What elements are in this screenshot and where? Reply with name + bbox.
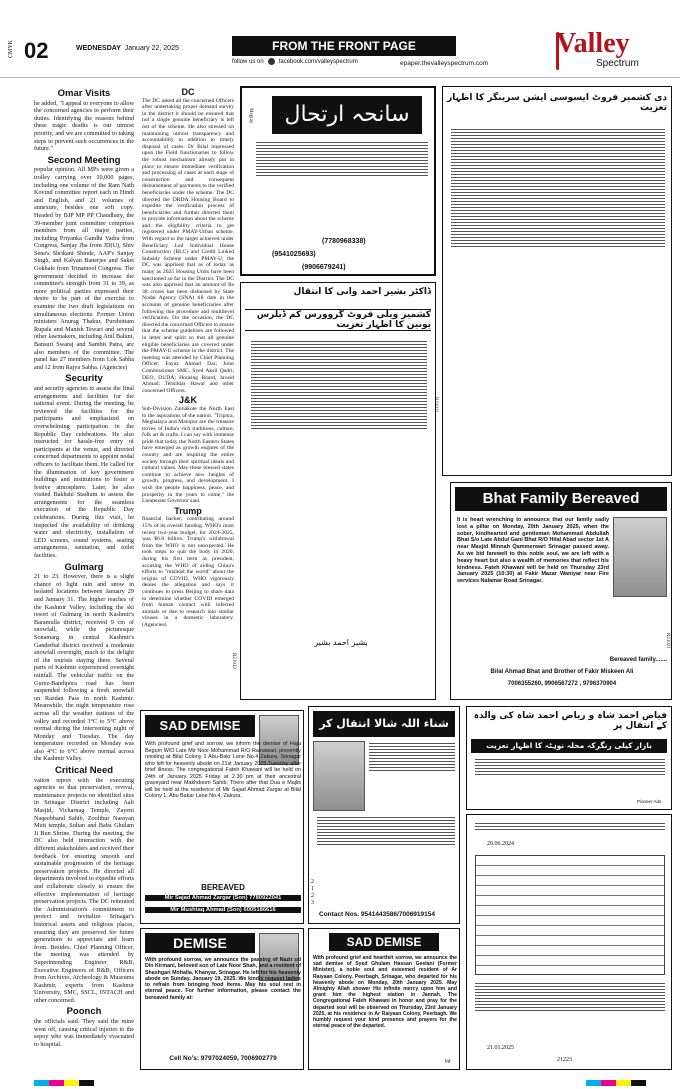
- megray-label: Megray: [248, 108, 253, 124]
- bhat-names: Bilal Ahmad Bhat and Brother of Fakir Miskeen Ali: [490, 669, 634, 675]
- sanha-title: سانحہ ارتحال: [272, 96, 422, 134]
- shala-numbers: 2 1 2 3: [311, 879, 314, 906]
- notice-table: [475, 855, 665, 975]
- page-header: [0, 0, 680, 78]
- shala-contact: Contact Nos. 9541443586/7006919154: [319, 911, 435, 918]
- story-critical-need: vation report with the executing agencies so that preservation, revival, maintenance projects on identified sites in Srinagar District including Aali Masjid, Vicharnag Temple, Zayeni Naqeebband Sahib, Zoolihur Narayan Mutt temple, Sultan and Baba Ghulam Ji Bun Shrine. During the meeting, the DC also held interaction with the different stakeholders and received their feedback for ensuring smooth and sustainable progression of the heritage preservation projects. He directed all departments involved to expedite efforts and collaborate closely to ensure the effective implementation of heritage preservation projects. The DC reiterated the Administration's commitment to protect and revitalize Srinagar's historical assets and religious places, ensuring they are preserved for future generations to appreciate and learn from. Besides, Chief Planning Officer, the meeting was attended by Superintending Engineer R&B, Executive Engineers of R&B, Officers from Archives, Archeology & Museums Kashmir, experts from Kashmir University, SMC, SSCL, INTACH and other concerned.: [34, 776, 134, 1004]
- story-gulmarg: 21 to 23. However, there is a slight chance of light rain and snow in isolated locations between January 29 and January 31. The higher reaches of the Kashmir Valley, including the ski resort of Gulmarg in north Kashmir's Baramulla district, received 9 cm of snowfall, while the picturesque Sonamarg in central Kashmir's Ganderbal district received a moderate snowfall overnight, much to the delight of the tourists staying there. Several parts of Kashmir experienced overnight rainfall. The vehicular traffic on the Gurez-Bandipora road has been suspended following a fresh snowfall on Razdan Pass in north Kashmir. Meanwhile, the night temperature rose across all the weather stations of the valley and recorded 3°C to 5°C above normal during the intervening night of Monday and Tuesday. The day temperature recorded on Monday was also 4°C to 6°C above normal across the Kashmir Valley.: [34, 573, 134, 763]
- sad1-title: SAD DEMISE: [145, 715, 255, 737]
- logo-swish: [556, 32, 560, 70]
- story-jk: Sub-Division Zainakote the North East to the aspirations of the nation. "Tripura, Meghalaya and Manipur are the treasure troves of India's rich traditions, culture, folk art & crafts. I can say with immense pride that today the North Eastern States have emerged as growth engines of the country and are inspiring the entire society through their spiritual ideals and cultural values. May these blessed states continue to achieve new heights of growth, progress, and development. I wish the people happiness, peace, and prosperity in the years to come," the Lieutenant Governor said.: [142, 405, 234, 505]
- notice-date-1: 20.06.2024: [487, 841, 514, 847]
- story-second-meeting: popular opinion. All MPs were given a trolley carrying over 10,000 pages, including one volume of the Ram Nath Kovind committee report each in Hindi and English, and 21 volumes of annexure, besides one soft copy. Headed by BJP MP PP Chaudhary, the 39-member joint committee comprises members from all major parties, including Priyanka Gandhi Vadra from Congress, Sanjay Jha from JD(U), Shiv Sena's Shrikant Shinde, AAP's Sanjay Singh, and Kalyan Banerjee and Saket Gokhale from Trinamool Congress. The government decided to increase the committee's strength from 31 to 39, as more political parties expressed their desire to be part of the exercise to examine the two draft legislations on simultaneous elections. Former Union ministers Anurag Thakur, Purshottam Rupala and Manish Tewari and several other lawmakers, including Anil Baluni, Bansuri Swaraj and Sambit Patra, are also members of the committee. The panel has 27 members from Lok Sabha and 12 from Rajya Sabha. (Agencies): [34, 166, 134, 371]
- bhat-photo: [613, 517, 667, 597]
- headline-dc: DC: [181, 87, 195, 97]
- shala-body-bottom: [317, 815, 455, 847]
- headline-jk: J&K: [178, 395, 197, 406]
- valley-spectrum-logo: Valley Spectrum: [556, 28, 639, 69]
- sad-demise-geelani-ad: [308, 928, 460, 1070]
- headline-gulmarg: Gulmarg: [64, 561, 104, 573]
- second-news-column: [142, 86, 234, 631]
- facebook-link[interactable]: facebook.com/valleyspectrum: [278, 58, 358, 65]
- fayaz-condolence-ad: [466, 706, 672, 810]
- shala-photo: [313, 741, 365, 811]
- sad1-contact-2: Mir Mushtaq Ahmad (Son) 6005186616: [145, 907, 301, 913]
- notice-table-ad: [466, 814, 672, 1070]
- headline-trump: Trump: [174, 505, 202, 516]
- page-number: 02: [24, 38, 49, 63]
- story-security: and security agencies to assess the final arrangements and facilities for the national event. During the meeting, he reviewed the facilities for the participants and emphasized on overwhelming participation in the Republic Day celebrations. He also instructed for hassle-free entry of participants at the venue, and directed concerned departments to appoint nodal officers to facilitate them. He called for the illumination of key government buildings and institutions to foster a festive atmosphere. Later, he also visited Bakhshi Stadium to assess the arrangements for the seamless execution of the Republic Day celebrations. During this visit, he inspected the availability of drinking water and electricity, installation of LED screens, sound systems, seating arrangements, sanitation, and toilet facilities.: [34, 384, 134, 560]
- cmyk-label: CMYK: [8, 40, 14, 59]
- sanha-body: [256, 140, 428, 178]
- notice-id: 21223: [557, 1057, 572, 1063]
- story-trump: financial backer, contributing around 15% of its overall funding. WHO's most recent two-year budget, for 2024-2025, was $6.8 billion. Trump's withdrawal from the WHO is not unexpected. He took steps to quit the body in 2020, during his first term as president, accusing the WHO of aiding China's efforts to "mislead the world" about the origins of COVID. WHO vigorously denies the allegation and says it continues to press Beijing to share data to determine whether COVID emerged from human contact with infected animals or due to research into similar viruses in a domestic laboratory. (Agencies): [142, 516, 234, 628]
- sanha-phone-2: (9541025693): [272, 251, 316, 258]
- ad-id-r21021: R21021: [665, 633, 670, 649]
- story-omar: he added, "I appeal to everyone to allow the concerned agencies to perform their duties. Identifying the reasons behind these tragic deaths is our utmost priority, and we are committed to taking steps to prevent such occurrences in the future.": [34, 99, 134, 153]
- fruit-association-title: دی کشمیر فروٹ ایسوسی ایشن سرینگر کا اظہار تعزیت: [447, 93, 667, 113]
- ad-id-r21011: R21011: [433, 397, 438, 413]
- facebook-icon: [268, 58, 275, 65]
- bashir-condolence-ad: [231, 282, 436, 700]
- story-dc: The DC asked all the concerned Officers after undertaking proper demand survey in the district it should be ensured that not a single genuine beneficiary is left out of the scheme. He also stressed on maintaining utmost transparency and accountability in addition to timely disposal of cases. Dr Bilal impressed upon the Field functionaries to follow the robust mechanism already put in place to ensure immediate verification and processing of cases at each stage of construction and consequent disbursement of payments to the verified beneficiaries under the scheme. The DC directed the DRDA Housing Board to expedite the verification process of beneficiaries and further directed them to provide information about the scheme and the eligibility criteria to get registered under PMAY-Urban scheme. With regard to the target achieved under Beneficiary Led Individual House Construction (BLC) and Credit Linked Subsidy Scheme under PMAY-U, the DC was apprised that as of today as many as 2025 Housing Units have been sanctioned so far in the District. The DC was also apprised that an amount of Rs 38 crores has been disbursed by State Nodal Agency (SNA) till date in the accounts of genuine beneficiaries after following due procedure and multilevel verification. On the occasion, the DC directed the concerned Officers to ensure that the scheme guidelines are followed in letter and spirit so that all genuine eligible beneficiaries are covered under the PMAY-U scheme in the district. The meeting was attended by Chief Planning Officer, Fayaz Ahmad Dar; Joint Commissioner SMC, Syed Aksil Qadri; DEO, DUDA; Housing Board, Javaid Ahmad; Tehsildar Hawal and other concerned Officers.: [142, 97, 234, 394]
- sad1-contact-1: Mir Sajad Ahmad Zargar (Son) 7780922041: [145, 895, 301, 901]
- fayaz-body: [475, 757, 665, 777]
- sanha-phone-3: (9906679241): [302, 264, 346, 271]
- color-registration-left: [34, 1080, 94, 1086]
- fruit-association-ad: [433, 86, 672, 476]
- section-banner: FROM THE FRONT PAGE: [232, 36, 456, 56]
- demise-text: With profound sorrow, we announce the passing of Nazir ud Din Kirmani, beloved son of Late Noor Shah, and a resident of Shashgari Mohalla, Khanyar, Srinagar. He left for his heavenly abode on Sunday, January 19, 2025. We kindly request ladies to refrain from bringing food items. May his soul rest in eternal peace. For further information, please contact the bereaved family at:: [145, 957, 301, 1001]
- fayaz-title: فیاض احمد شاہ و ریاض احمد شاہ کی والدہ کے انتقال پر: [473, 711, 667, 731]
- notice-date-2: 21.01.2025: [487, 1045, 514, 1051]
- shala-title: شناء اللہ شالا انتقال کر: [313, 711, 455, 737]
- inf-label: Inf: [445, 1059, 451, 1065]
- shala-body-top: [369, 741, 455, 773]
- shala-condolence-ad: [308, 706, 460, 924]
- sad1-text: With profound grief and sorrow, we inform the demise of Haja Begum W/O Late Mir Noor Mohammad R/O Rainawari, presently residing at Bilal Colony 1 Abu-Bakr Lane No.4 Zakura, Srinagar who left for heavenly abode on 21st January 2025 Tuesday after brief illness. The congregational Fateh Khawani will be held on 24th of January 2025 Friday at 2.30 pm at their ancestral graveyard near Makhdoom Sahib. There after that Dua e Majlis will be held at the residence of Mir Sajad Ahmad Zargar at Bilal Colony 1, Abu Bakar Lane No.4, Zakura.: [145, 741, 301, 799]
- demise-nazir-ad: [140, 928, 304, 1070]
- bhat-family-ad: [450, 482, 672, 700]
- left-news-column: [34, 86, 134, 1050]
- sad2-text: With profound grief and heartfelt sorrow, we announce the sad demise of Syed Ghulam Hassan Geelani (Former Minister), a noble soul and esteemed resident of Ar Raiyaan Colony, Peerbagh, Srinagar, who departed for his heavenly abode on Monday, 20th January 2025. May Almighty Allah shower His infinite mercy upon him and grant him the highest station in Jannah. The Congregational Fateh Khawani in honor and pray for the departed soul will be observed on Thursday, 23rd January 2025, at his residence in Ar Raiyaan Colony, Peerbagh. We humbly request your kind presence and prayers for the eternal peace of the departed.: [313, 955, 457, 1030]
- bashir-body: [251, 339, 427, 431]
- sad2-title: SAD DEMISE: [329, 933, 439, 951]
- headline-second-meeting: Second Meeting: [47, 154, 121, 166]
- demise-title: DEMISE: [145, 933, 255, 953]
- bhat-family-label: Bereaved family.......: [609, 657, 667, 663]
- story-poonch: the officials said. They said the mine went off, causing critical injuries to the sepoy who was immediately evacuated to hospital.: [34, 1018, 134, 1048]
- bhat-title: Bhat Family Bereaved: [455, 487, 667, 511]
- color-registration-right: [586, 1080, 646, 1086]
- social-links: follow us on facebook.com/valleyspectrum: [232, 58, 358, 65]
- headline-poonch: Poonch: [66, 1006, 102, 1018]
- headline-security: Security: [65, 373, 103, 385]
- pioneer-ads-label: Pioneer Ads: [637, 799, 662, 804]
- demise-cell: Cell No's: 9797024059, 7006902779: [169, 1055, 277, 1062]
- bhat-phones: 7006355260, 9906567272 , 9796370904: [507, 681, 617, 687]
- sanha-irtihal-ad: [240, 86, 436, 276]
- sad-demise-haja-begum-ad: [140, 710, 304, 924]
- notice-footer-lines: [475, 981, 665, 1013]
- ad-id-r21012: R21012: [231, 653, 236, 669]
- sad1-bereaved: BEREAVED: [201, 883, 245, 892]
- sanha-phone-1: (7780968338): [322, 238, 366, 245]
- headline-omar: Omar Visits: [57, 88, 111, 99]
- fayaz-subtitle: بازار کیلی رنگرکہ محلہ نوہٹہ کا اظہار تعزیت: [471, 739, 667, 753]
- fruit-association-body: [451, 127, 665, 249]
- issue-date: WEDNESDAY January 22, 2025: [76, 45, 179, 52]
- kfdiu-title: کشمیر ویلی فروٹ گروورس کم ڈیلرس یونین کا اظہار تعزیت: [245, 309, 431, 331]
- bashir-ad-title: ڈاکٹر بشیر احمد وانی کا انتقال: [293, 287, 431, 297]
- bhat-text: It is heart wrenching to announce that our family sadly lost a pillar on Monday, 20th January 2025, when the sober, kindhearted and gentleman Mohammad Abdullah Bhat S/o Late Abdul Gani Bhat R/O Hilal Abad sector 1st A near Masjid Minnah Qammerwari Srinagar passed away. As we bid farewell to this noble soul, we are left with a heavy heart but also a wealth of memories that reflect his kindness. Fateh Khawani will be held on Thursday 23rd January 2025 (10:30) at Fakir Mazar Waniyar near Fire services Nalamar Road Srinagar.: [457, 517, 609, 585]
- headline-critical-need: Critical Need: [54, 765, 114, 777]
- bashir-signature: بشیر احمد بشیر: [314, 638, 368, 647]
- notice-header-lines: [475, 821, 665, 832]
- epaper-link[interactable]: epaper.thevalleyspectrum.com: [400, 60, 489, 67]
